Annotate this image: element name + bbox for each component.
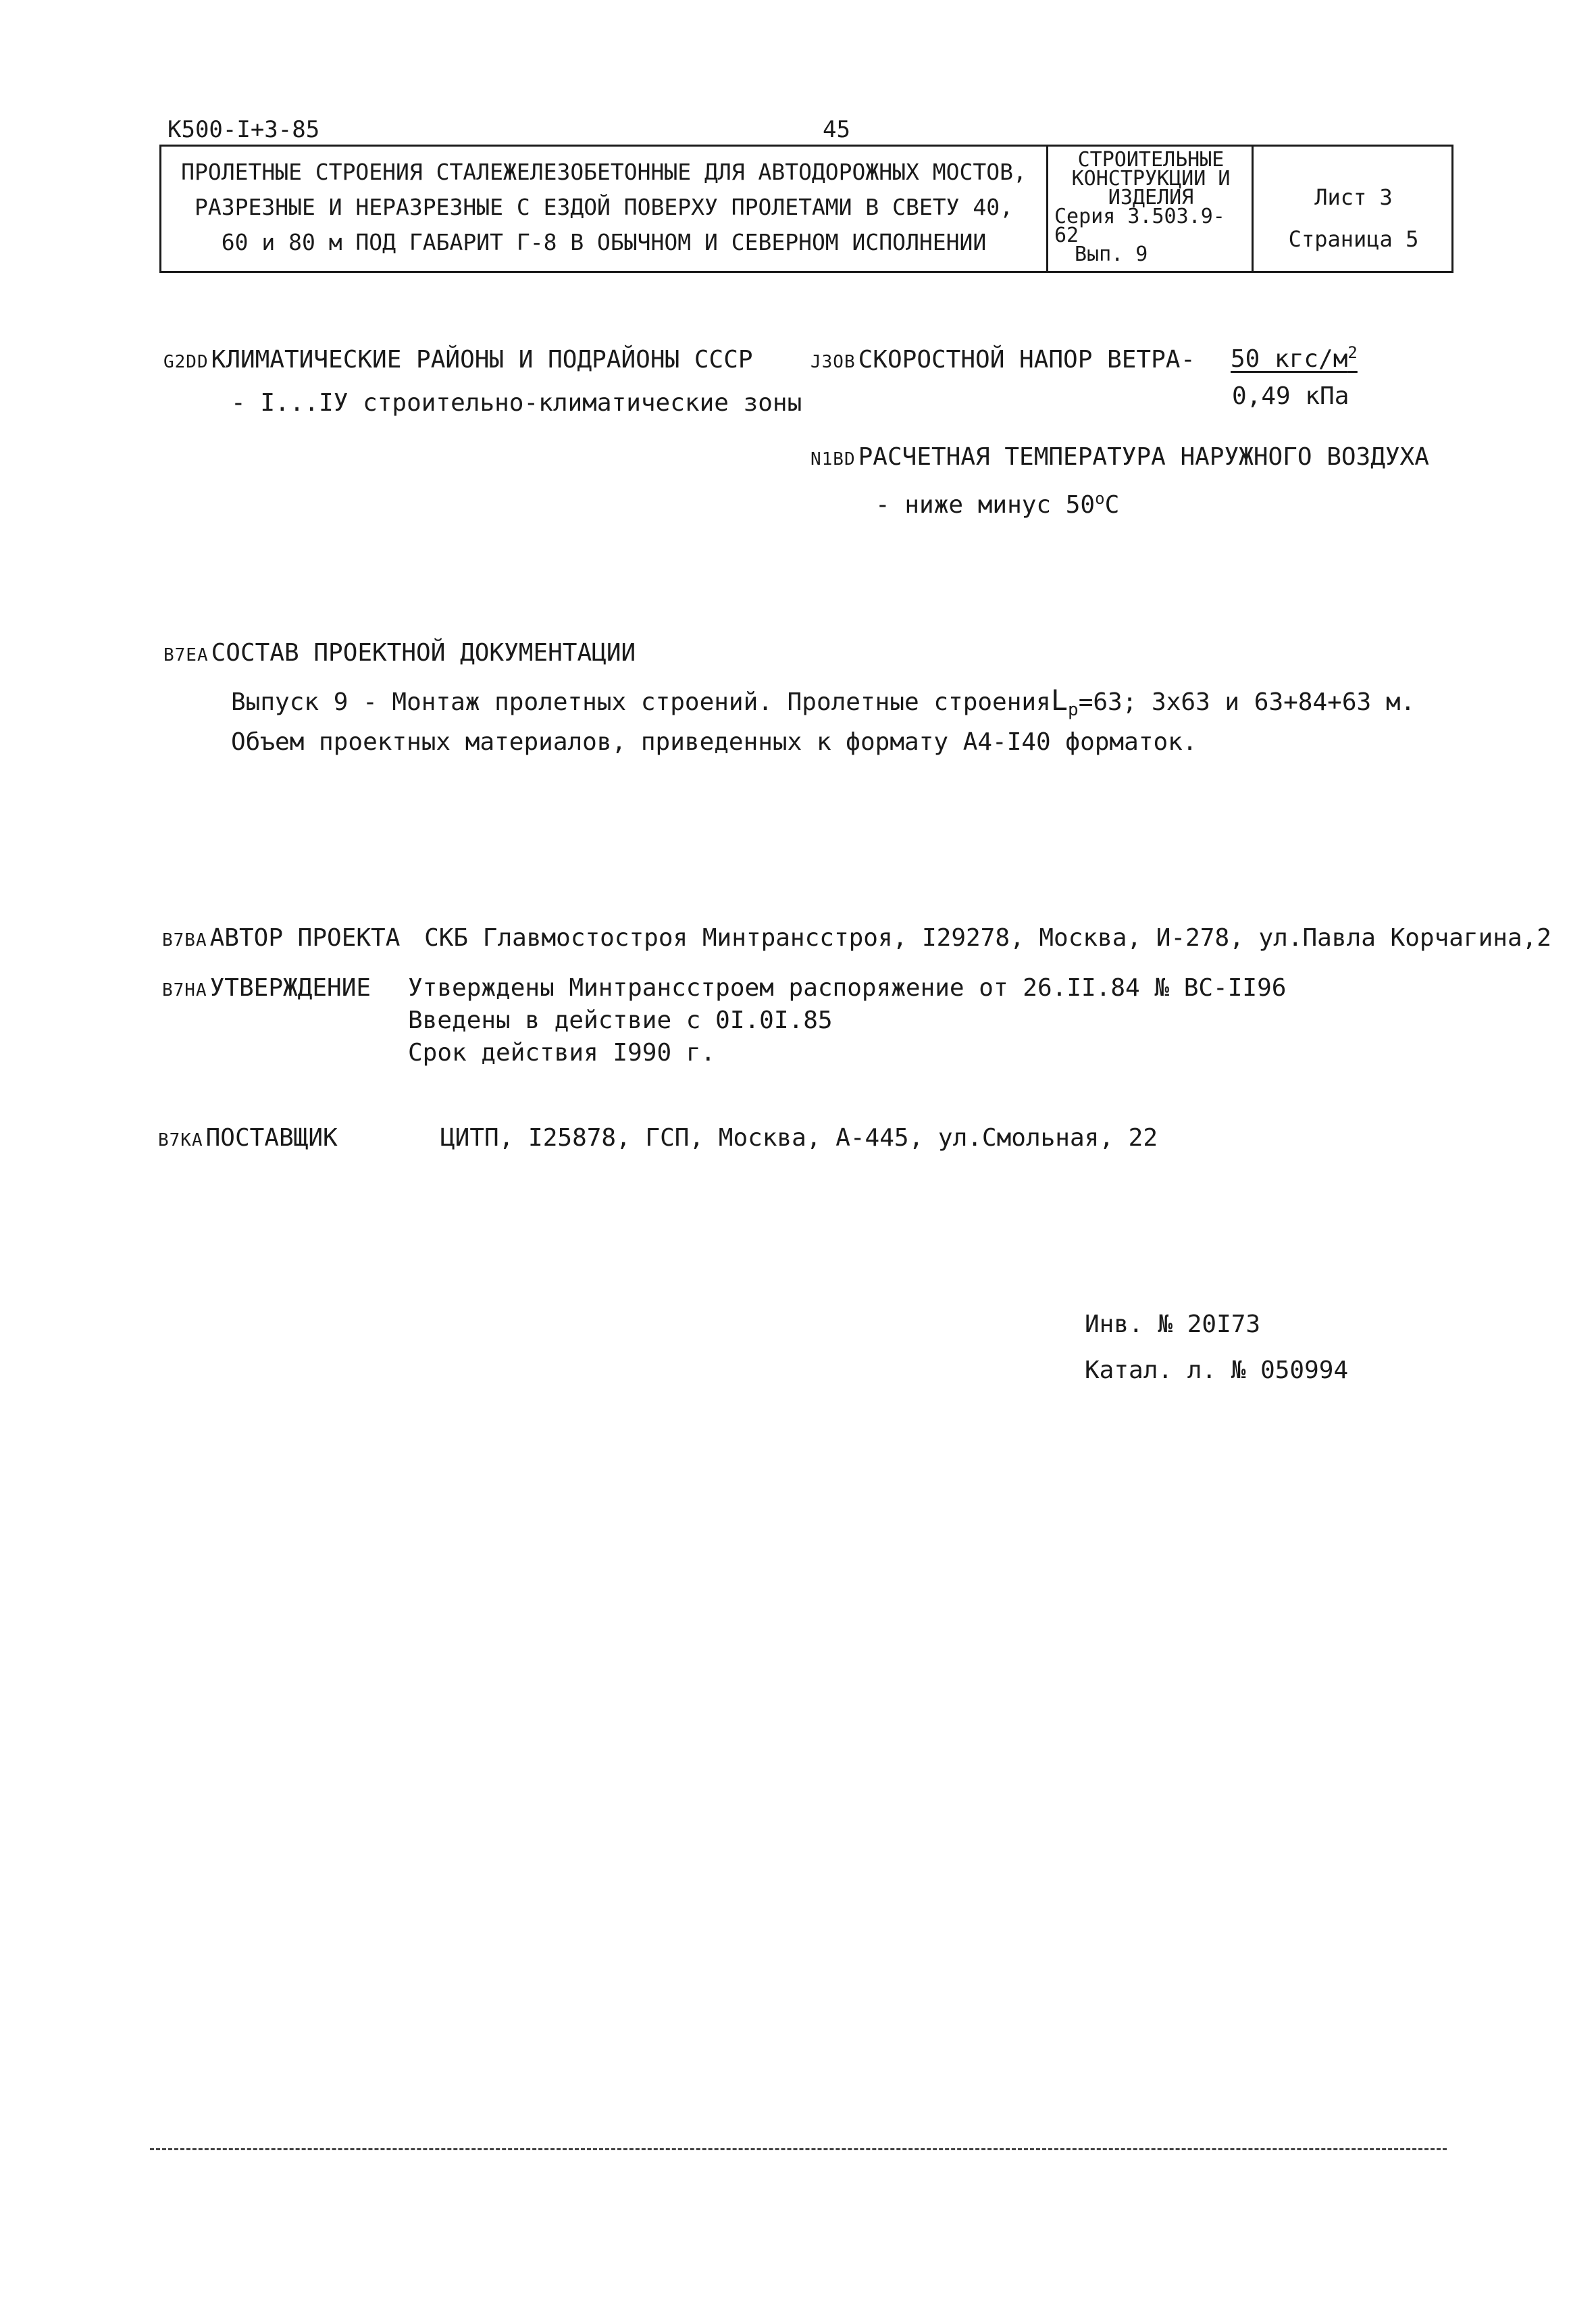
title-block-divider [1046, 147, 1048, 271]
documentation-heading: СОСТАВ ПРОЕКТНОЙ ДОКУМЕНТАЦИИ [211, 639, 636, 667]
temperature-heading: РАСЧЕТНАЯ ТЕМПЕРАТУРА НАРУЖНОГО ВОЗДУХА [858, 443, 1429, 471]
author-row [162, 924, 1551, 952]
title-block-divider [1252, 147, 1254, 271]
climate-zones: - I...IУ строительно-климатические зоны [231, 389, 802, 417]
page-label: Страница 5 [1288, 226, 1419, 252]
document-title [161, 155, 1046, 260]
inventory-number: Инв. № 20I73 [1085, 1311, 1261, 1338]
documentation-line1 [231, 684, 1415, 720]
title-line: 60 и 80 м ПОД ГАБАРИТ Г-8 В ОБЫЧНОМ И СЕВЕРНОМ ИСПОЛНЕНИИ [221, 229, 987, 255]
wind-value-kpa: 0,49 кПа [1232, 382, 1349, 410]
climate-heading-row [163, 346, 753, 374]
temperature-value [875, 489, 1119, 519]
approval-code: B7HA [162, 980, 207, 1000]
documentation-line2: Объем проектных материалов, приведенных к формату А4-I40 форматок. [231, 728, 1198, 756]
wind-heading: СКОРОСТНОЙ НАПОР ВЕТРА [858, 346, 1181, 374]
approval-line2: Введены в действие с 0I.0I.85 [408, 1007, 833, 1034]
doc-code: К500-I+3-85 [168, 116, 320, 143]
span-symbol: L [1050, 684, 1069, 717]
wind-dash: - [1181, 346, 1195, 374]
wind-value-main: 50 кгс/м [1231, 345, 1348, 373]
supplier-heading-row [158, 1124, 338, 1152]
documentation-code: B7EA [163, 645, 209, 665]
approval-heading: УТВЕРЖДЕНИЕ [209, 974, 371, 1002]
sheet-number: Лист 3 [1314, 184, 1393, 210]
wind-value [1231, 343, 1358, 373]
temperature-value-text: - ниже минус 50 [875, 491, 1096, 519]
wind-value-exponent: 2 [1347, 343, 1358, 362]
category-line: ИЗДЕЛИЯ [1108, 186, 1194, 209]
category-line: КОНСТРУКЦИИ И [1071, 167, 1231, 190]
climate-heading: КЛИМАТИЧЕСКИЕ РАЙОНЫ И ПОДРАЙОНЫ СССР [211, 346, 753, 374]
temperature-unit: С [1104, 491, 1120, 519]
approval-heading-row [162, 974, 371, 1002]
span-values: =63; 3х63 и 63+84+63 м. [1078, 688, 1416, 716]
series-number: Серия 3.503.9- 62 [1054, 205, 1225, 247]
author-code: B7BA [162, 930, 207, 950]
wind-code: J3OB [810, 352, 856, 372]
catalog-number: Катал. л. № 050994 [1085, 1356, 1349, 1384]
category-line: СТРОИТЕЛЬНЫЕ [1077, 148, 1225, 172]
span-subscript: р [1068, 700, 1079, 721]
approval-line3: Срок действия I990 г. [408, 1039, 716, 1067]
degree-sign: о [1095, 489, 1105, 508]
sheet-info [1256, 176, 1451, 260]
supplier-heading: ПОСТАВЩИК [205, 1124, 338, 1152]
series-info [1050, 148, 1252, 266]
climate-code: G2DD [163, 352, 209, 372]
temperature-code: N1BD [810, 449, 856, 469]
page-number: 45 [823, 116, 850, 143]
author-text: СКБ Главмостостроя Минтрансстроя, I29278, Москва, И-278, ул.Павла Корчагина,2 [424, 924, 1551, 952]
bottom-divider [150, 2148, 1447, 2150]
supplier-code: B7KA [158, 1130, 203, 1150]
supplier-text: ЦИТП, I25878, ГСП, Москва, А-445, ул.Смольная, 22 [440, 1124, 1158, 1152]
approval-line1: Утверждены Минтрансстроем распоряжение от 26.II.84 № ВС-II96 [408, 974, 1287, 1002]
temperature-heading-row [810, 443, 1429, 471]
author-heading: АВТОР ПРОЕКТА [209, 924, 401, 952]
title-block [159, 145, 1453, 273]
documentation-heading-row [163, 639, 636, 667]
title-line: ПРОЛЕТНЫЕ СТРОЕНИЯ СТАЛЕЖЕЛЕЗОБЕТОННЫЕ ДЛЯ АВТОДОРОЖНЫХ МОСТОВ, [181, 159, 1027, 185]
title-line: РАЗРЕЗНЫЕ И НЕРАЗРЕЗНЫЕ С ЕЗДОЙ ПОВЕРХУ ПРОЛЕТАМИ В СВЕТУ 40, [195, 194, 1013, 220]
wind-heading-row [810, 346, 1180, 374]
issue-description: Выпуск 9 - Монтаж пролетных строений. Пролетные строения [231, 688, 1051, 716]
issue-number: Вып. 9 [1075, 243, 1148, 266]
